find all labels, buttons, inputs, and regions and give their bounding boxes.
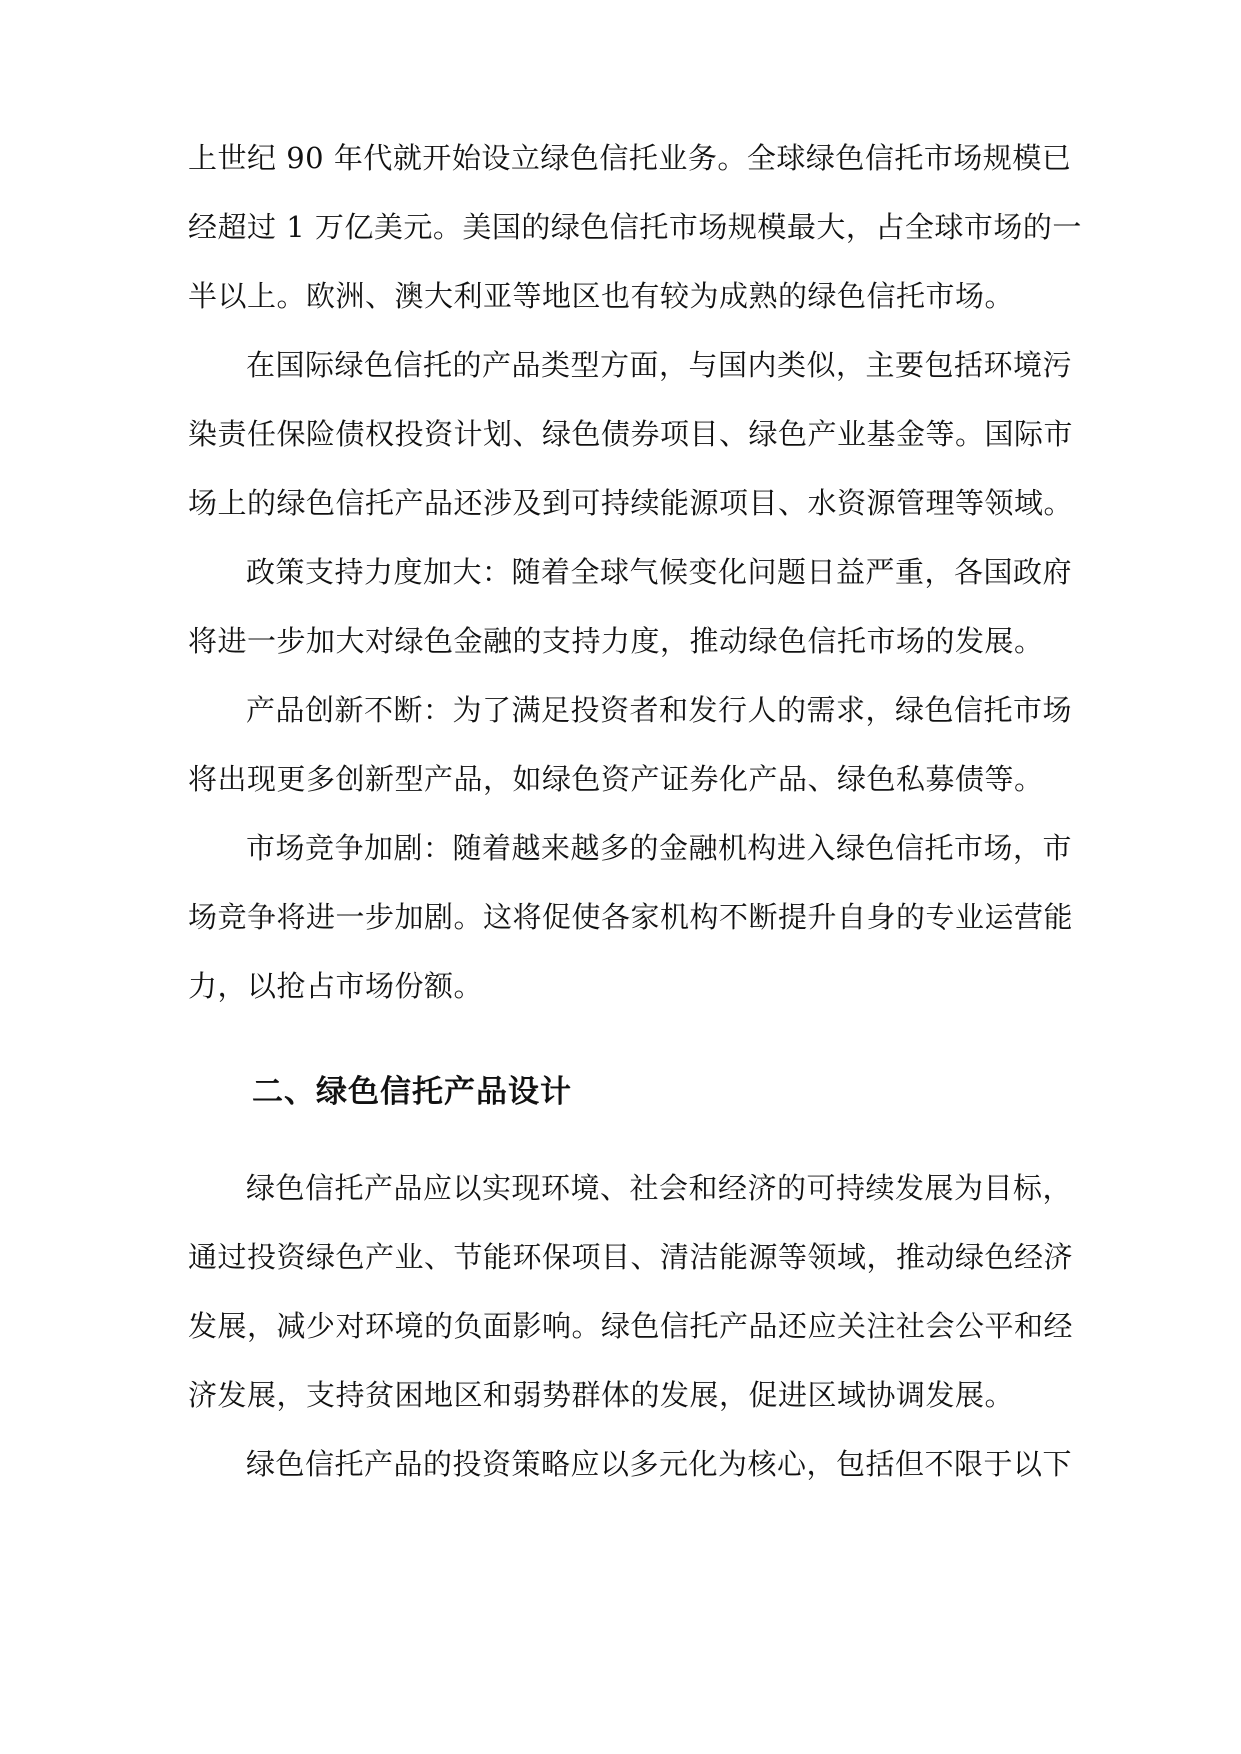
paragraph-5-line-3: 力，以抢占市场份额。	[188, 969, 484, 1003]
paragraph-1-line-3: 半以上。欧洲、澳大利亚等地区也有较为成熟的绿色信托市场。	[188, 279, 1015, 313]
paragraph-4-line-2: 将出现更多创新型产品，如绿色资产证券化产品、绿色私募债等。	[188, 762, 1044, 796]
paragraph-4-line-1: 产品创新不断：为了满足投资者和发行人的需求，绿色信托市场	[246, 693, 1073, 727]
paragraph-3-line-2: 将进一步加大对绿色金融的支持力度，推动绿色信托市场的发展。	[188, 624, 1044, 658]
paragraph-1-line-2: 经超过 1 万亿美元。美国的绿色信托市场规模最大，占全球市场的一	[188, 210, 1082, 244]
paragraph-1-line-1: 上世纪 90 年代就开始设立绿色信托业务。全球绿色信托市场规模已	[188, 141, 1072, 175]
section-paragraph-1-line-3: 发展，减少对环境的负面影响。绿色信托产品还应关注社会公平和经	[188, 1309, 1074, 1343]
section-paragraph-1-line-1: 绿色信托产品应以实现环境、社会和经济的可持续发展为目标，	[246, 1171, 1073, 1205]
section-heading: 二、绿色信托产品设计	[252, 1074, 572, 1110]
section-paragraph-2-line-1: 绿色信托产品的投资策略应以多元化为核心，包括但不限于以下	[246, 1447, 1073, 1481]
paragraph-3-line-1: 政策支持力度加大：随着全球气候变化问题日益严重，各国政府	[246, 555, 1073, 589]
paragraph-2-line-2: 染责任保险债权投资计划、绿色债券项目、绿色产业基金等。国际市	[188, 417, 1074, 451]
paragraph-2-line-3: 场上的绿色信托产品还涉及到可持续能源项目、水资源管理等领域。	[188, 486, 1074, 520]
paragraph-5-line-2: 场竞争将进一步加剧。这将促使各家机构不断提升自身的专业运营能	[188, 900, 1074, 934]
section-paragraph-1-line-4: 济发展，支持贫困地区和弱势群体的发展，促进区域协调发展。	[188, 1378, 1015, 1412]
paragraph-5-line-1: 市场竞争加剧：随着越来越多的金融机构进入绿色信托市场，市	[246, 831, 1073, 865]
paragraph-2-line-1: 在国际绿色信托的产品类型方面，与国内类似，主要包括环境污	[246, 348, 1073, 382]
section-paragraph-1-line-2: 通过投资绿色产业、节能环保项目、清洁能源等领域，推动绿色经济	[188, 1240, 1074, 1274]
